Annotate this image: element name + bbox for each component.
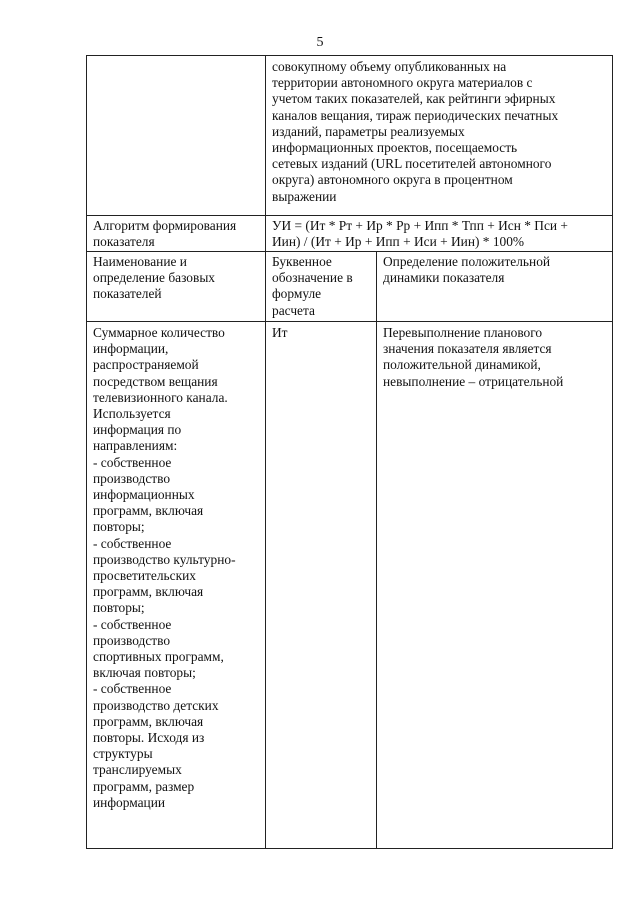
continued-description-cell: совокупному объему опубликованных на территории автономного округа материалов с учетом таких показателей, как рейтинги эфирных каналов вещания, тираж периодических печатных изданий, параметры реализуемых информационных проектов, посещаемость сетевых изданий (URL посетителей автономного округа) автономного округа в процентном выражении: [272, 59, 559, 204]
table-border-bottom: [86, 848, 613, 849]
indicator-positive-dynamics-cell: Перевыполнение планового значения показателя является положительной динамикой, невыполнение – отрицательной: [383, 325, 564, 389]
table-border-right: [612, 55, 613, 849]
header-name-definition: Наименование и определение базовых показателей: [93, 254, 216, 302]
table-border-left: [86, 55, 87, 849]
formula-line-1: УИ = (Ит * Рт + Ир * Рр + Ипп * Тпп + Исн * Пси +: [272, 218, 568, 233]
table-divider-row2: [86, 251, 613, 252]
table-divider-row1: [86, 215, 613, 216]
table-border-top: [86, 55, 613, 56]
table-divider-col1: [265, 55, 266, 849]
indicator-symbol-cell: Ит: [272, 325, 288, 340]
table-divider-header: [86, 321, 613, 322]
indicator-description-cell: Суммарное количество информации, распространяемой посредством вещания телевизионного канала. Используется информация по направлениям: - собственное производство информационных программ, включая повторы; - собственное производство культурно- просветительских программ, включая повторы; - собственное производство спортивных программ, включая повторы; - собственное производство детских программ, включая повторы. Исходя из структуры транслируемых программ, размер информации: [93, 325, 236, 810]
algorithm-label-cell: Алгоритм формирования показателя: [93, 218, 237, 250]
header-letter-designation: Буквенное обозначение в формуле расчета: [272, 254, 353, 318]
table-divider-col2: [376, 251, 377, 849]
page-number: 5: [316, 35, 324, 50]
formula-line-2: Иин) / (Ит + Ир + Ипп + Иси + Иин) * 100%: [272, 234, 525, 249]
header-positive-dynamics: Определение положительной динамики показателя: [383, 254, 551, 286]
